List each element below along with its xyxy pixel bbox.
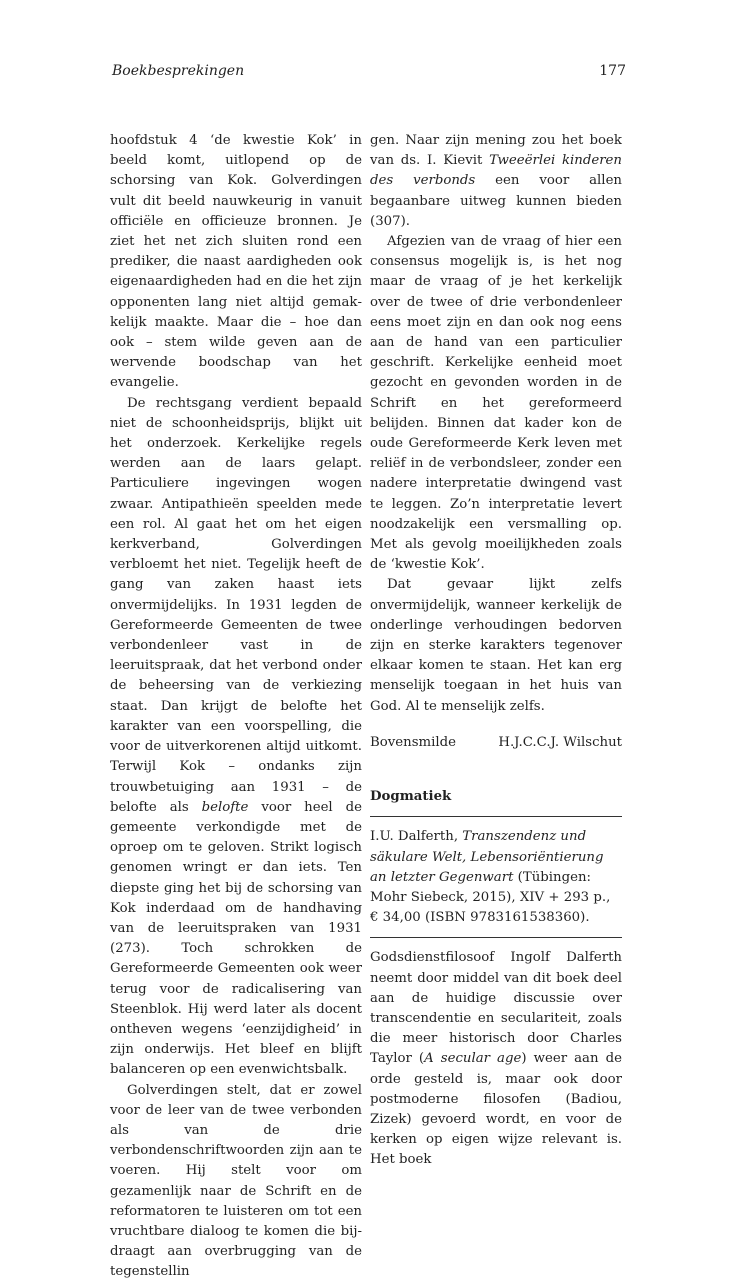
text-segment: hoofdstuk 4 ‘de kwestie Kok’ in beeld komt, uitlopend op de schorsing van Kok. Golverdingen vult dit beeld nauwkeurig in vanuit officiële en officieuze bronnen. Je ziet het net zich sluiten rond een prediker, die naast aardigheden ook eigenaardigheden had en die het zijn opponenten lang niet altijd gemakkelijk maakte. Maar die – hoe dan ook – stem wilde geven aan de wervende boodschap van het evangelie. [110,133,362,391]
paragraph [110,1081,362,1283]
citation-title: Transzendenz und säkulare Welt, Lebensoriëntierung an letzter Gegenwart [370,829,604,885]
cited-title: A secular age [424,1051,522,1067]
text-segment: gen. Naar zijn mening zou het boek van ds. I. Kievit [370,133,622,169]
divider [370,816,622,817]
signature-place: Bovensmilde [370,734,457,750]
paragraph [370,131,622,232]
paragraph [110,394,362,1081]
paragraph [110,131,362,394]
text-segment: Afgezien van de vraag of hier een consensus mogelijk is, is het nog maar de vraag of je het kerkelijk over de twee of drie verbondenleer eens moet zijn en dan ook nog eens aan de hand van een particulier geschrift. Kerkelijke eenheid moet gezocht en gevonden worden in de Schrift en het gereformeerd belijden. Binnen dat kader kon de oude Gereformeerde Kerk leven met reliëf in de verbondsleer, zonder een nadere interpretatie dwingend vast te leggen. Zo’n interpretatie levert noodzakelijk een versmalling op. Met als gevolg moeilijkheden zoals de ‘kwestie Kok’. [370,234,622,573]
text-segment: Godsdienstfilosoof Ingolf Dalferth neemt door middel van dit boek deel aan de huidige discussie over transcendentie en seculariteit, zoals die meer historisch door Charles Taylor ( [370,950,622,1067]
text-segment: een voor allen begaanbare uitweg kunnen bieden (307). [370,173,622,229]
right-column [370,131,622,1171]
citation-author: I.U. Dalferth, [370,829,463,845]
paragraph [370,232,622,575]
text-segment: Golverdingen stelt, dat er zowel voor de leer van de twee verbonden als van de drie verbondenschriftwoorden zijn aan te voeren. Hij stelt voor om gezamenlijk naar de Schrift en de reformatoren te luisteren om tot een vruchtbare dialoog te komen die bijdraagt aan overbrugging van de tegenstellin [110,1082,362,1280]
citation-publication: (Tübingen: Mohr Siebeck, 2015), XIV + 293 p., € 34,00 (ISBN 9783161538360). [370,869,611,926]
book-title: Tweeërlei kinderen des verbonds [370,153,622,189]
running-title: Boekbesprekingen [112,63,245,79]
signature-reviewer: H.J.C.C.J. Wilschut [498,734,622,750]
left-column [110,131,362,1283]
review-body [370,948,622,1170]
review-signature [370,733,622,753]
text-segment: ) weer aan de orde gesteld is, maar ook door postmoderne filosofen (Badiou, Zizek) gevoerd wordt, en voor de kerken op eigen wijze relevant is. Het boek [370,1051,622,1168]
text-segment: Dat gevaar lijkt zelfs onvermijdelijk, wanneer kerkelijk de onderlinge verhoudingen bedorven zijn en sterke karakters tegenover elkaar komen te staan. Het kan erg menselijk toegaan in het huis van God. Al te menselijk zelfs. [370,577,622,714]
running-header [112,63,626,85]
text-segment: De rechtsgang verdient bepaald niet de schoonheidsprijs, blijkt uit het onderzoek. Kerkelijke regels werden aan de laars gelapt. Particuliere ingevingen wogen zwaar. Antipathieën speelden mede een rol. Al gaat het om het eigen kerkverband, Golverdingen verbloemt het niet. Tegelijk heeft de gang van zaken haast iets onvermijdelijks. In 1931 legden de Gereformeerde Gemeenten de twee verbondenleer vast in de leeruitspraak, dat het verbond onder de beheersing van de verkiezing staat. Dan krijgt de belofte het karakter van een voorspelling, die voor de uitverkorenen altijd uitkomt. Terwijl Kok – ondanks zijn trouwbetuiging aan 1931 – de belofte als [110,395,362,815]
text-segment: voor heel de gemeente verkondigde met de oproep om te geloven. Strikt logisch genomen wringt er dan iets. Ten diepste ging het bij de schorsing van Kok inderdaad om de handhaving van de leeruitspraken van 1931 (273). Toch schrokken de Gereformeerde Gemeenten ook weer terug voor de radicalisering van Steenblok. Hij werd later als docent ontheven wegens ‘eenzijdigheid’ in zijn onderwijs. Het bleef en blijft balanceren op een evenwichtsbalk. [110,799,362,1078]
section-heading: Dogmatiek [370,789,452,805]
divider [370,937,622,938]
paragraph [370,575,622,716]
review-citation [370,827,622,928]
italic-emphasis: belofte [201,799,249,815]
page-number: 177 [599,63,626,79]
